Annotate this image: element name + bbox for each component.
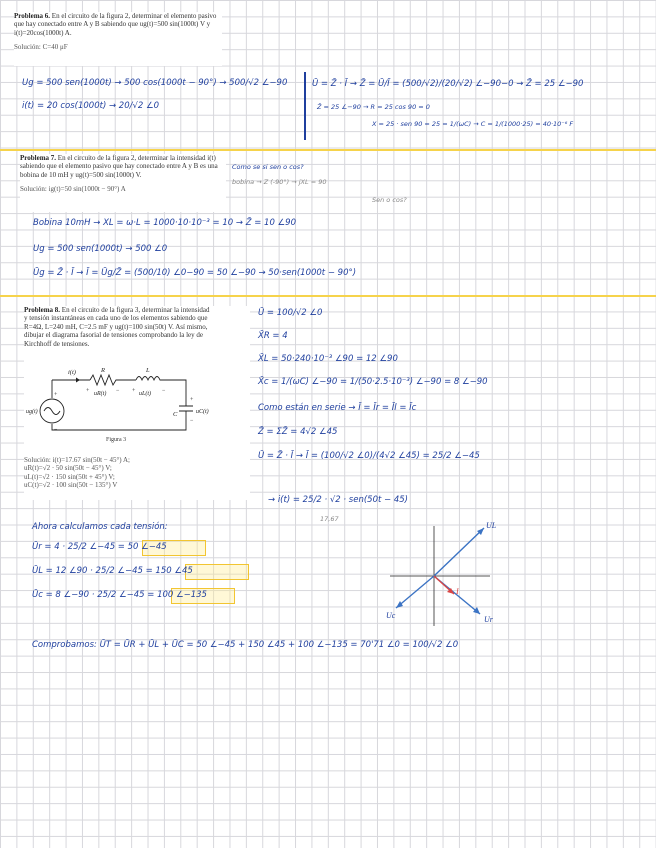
p6-hw-line1: Ug = 500 sen(1000t) → 500 cos(1000t − 90°) → 500/√2 ∠−90 xyxy=(22,78,288,88)
phasor-label-uc: Uc xyxy=(386,611,396,620)
circuit-label-ur: uR(t) xyxy=(94,391,107,397)
circuit-label-l: L xyxy=(146,367,150,374)
svg-text:+: + xyxy=(86,388,90,394)
p7-hw-line1: Bobina 10mH → XL = ω·L = 1000·10·10⁻³ = 10 → Z̄ = 10 ∠90 xyxy=(33,218,296,228)
p8-hw-uc: Ūc = 8 ∠−90 · 25/2 ∠−45 = 100 ∠−135 xyxy=(32,590,207,600)
highlight-ul xyxy=(185,564,249,580)
circuit-figure-3 xyxy=(24,368,214,436)
problem-6-statement: Problema 6. En el circuito de la figura 2, determinar el elemento pasivo que hay conectado entre A y B sabiendo que ug(t)=500 sin(1000t) V y i(t)=20cos(1000t) A. xyxy=(14,12,217,37)
problem-6-card xyxy=(14,12,222,66)
capacitor-symbol xyxy=(179,406,193,411)
p7-note1: Como se si sen o cos? xyxy=(232,163,304,171)
circuit-label-ul: uL(t) xyxy=(139,391,151,397)
problem-8-statement: Problema 8. En el circuito de la figura 3, determinar la intensidad y tensión instantáneas en cada uno de los elementos sabiendo que R=4Ω, L=240 mH, C=2.5 mF y ug(t)=100 sin(50t) V. Así mismo, dibujar el diagrama fasorial de tensiones comprobando la ley de Kirchhoff de tensiones. xyxy=(24,306,210,348)
p8-hw-l1: Ū = 100/√2 ∠0 xyxy=(258,308,323,318)
svg-text:−: − xyxy=(54,427,58,433)
phasor-diagram xyxy=(380,518,500,628)
problem-7-title: Problema 7. xyxy=(20,154,57,162)
phasor-label-i: I xyxy=(456,587,459,596)
problem-8-solution: Solución: i(t)=17.67 sin(50t − 45°) A; uR(t)=√2 · 50 sin(50t − 45°) V; uL(t)=√2 · 150 sin(50t + 45°) V; uC(t)=√2 · 100 sin(50t − 135°) V xyxy=(24,456,130,490)
svg-text:+: + xyxy=(132,388,136,394)
separator-2 xyxy=(0,295,656,297)
phasor-label-ul: UL xyxy=(486,521,497,530)
circuit-label-c: C xyxy=(173,411,178,418)
problem-7-card xyxy=(20,154,226,212)
p7-note2: bobina → Z (-90°) → jXL = 90 xyxy=(232,178,327,186)
separator-1 xyxy=(0,149,656,151)
svg-text:−: − xyxy=(116,388,120,394)
phasor-label-ur: Ur xyxy=(484,615,493,624)
problem-7-solution: Solución: ig(t)=50 sin(1000t − 90°) A xyxy=(20,185,126,194)
p6-divider xyxy=(304,72,306,140)
circuit-label-current: i(t) xyxy=(68,369,76,376)
p8-hw-ul: ŪL = 12 ∠90 · 25/2 ∠−45 = 150 ∠45 xyxy=(32,566,193,576)
p8-hw-l3: X̄L = 50·240·10⁻³ ∠90 = 12 ∠90 xyxy=(258,354,398,364)
circuit-label-source: ug(t) xyxy=(26,409,38,415)
svg-text:+: + xyxy=(54,392,58,398)
circuit-label-uc: uC(t) xyxy=(196,409,209,415)
p8-hw-l4: X̄c = 1/(ωC) ∠−90 = 1/(50·2.5·10⁻³) ∠−90 = 8 ∠−90 xyxy=(258,377,488,387)
p8-hw-l5: Como están en serie → Ī = Īr = Īl = Īc xyxy=(258,403,417,413)
p8-hw-ur: Ūr = 4 · 25/2 ∠−45 = 50 ∠−45 xyxy=(32,542,167,552)
circuit-label-r: R xyxy=(101,367,105,374)
p8-hw-l8: → i(t) = 25/2 · √2 · sen(50t − 45) xyxy=(268,495,408,505)
p6-hw-right3: X = 25 · sen 90 = 25 = 1/(ωC) → C = 1/(1000·25) = 40·10⁻⁶ F xyxy=(372,120,574,128)
p7-hw-line3: Ūg = Z̄ · Ī → Ī = Ūg/Z̄ = (500/10) ∠0−90 = 50 ∠−90 → 50·sen(1000t − 90°) xyxy=(33,268,357,278)
problem-8-title: Problema 8. xyxy=(24,306,61,314)
p8-hw-l7: Ū = Z̄ · Ī → Ī = (100/√2 ∠0)/(4√2 ∠45) = 25/2 ∠−45 xyxy=(258,451,480,461)
p7-note3: Sen o cos? xyxy=(372,196,407,204)
p6-hw-right2: Z̄ = 25 ∠−90 → R = 25 cos 90 = 0 xyxy=(317,103,430,111)
figure-3-caption: Figura 3 xyxy=(106,437,127,443)
p6-hw-line2: i(t) = 20 cos(1000t) → 20/√2 ∠0 xyxy=(22,101,160,111)
problem-6-solution: Solución: C=40 μF xyxy=(14,43,68,52)
p7-hw-line2: Ug = 500 sen(1000t) → 500 ∠0 xyxy=(33,244,168,254)
problem-8-card xyxy=(24,306,250,500)
svg-text:+: + xyxy=(190,397,194,403)
resistor-symbol xyxy=(90,375,118,385)
p8-calc-title: Ahora calculamos cada tensión: xyxy=(32,522,168,532)
inductor-symbol xyxy=(136,377,162,381)
p8-hw-l6: Z̄ = ΣZ̄ = 4√2 ∠45 xyxy=(258,427,338,437)
p8-hw-check: Comprobamos: ŪT = ŪR + ŪL + ŪC = 50 ∠−45 + 150 ∠45 + 100 ∠−135 = 70'71 ∠0 = 100/√2 ∠0 xyxy=(32,640,459,650)
problem-7-statement: Problema 7. En el circuito de la figura 2, determinar la intensidad i(t) sabiendo que el elemento pasivo que hay conectado entre A y B es una bobina de 10 mH y ug(t)=500 sin(1000t) V. xyxy=(20,154,218,179)
p8-hw-l2: X̄R = 4 xyxy=(258,331,288,341)
phasor-ul xyxy=(434,528,484,576)
p6-hw-right1: Ū = Z̄ · Ī → Z̄ = Ū/Ī = (500/√2)/(20/√2) ∠−90−0 → Z̄ = 25 ∠−90 xyxy=(312,79,584,89)
phasor-uc xyxy=(396,576,434,608)
svg-text:−: − xyxy=(190,418,194,424)
problem-6-title: Problema 6. xyxy=(14,12,51,20)
p8-hw-l8b: 17,67 xyxy=(320,515,339,523)
svg-text:−: − xyxy=(162,388,166,394)
